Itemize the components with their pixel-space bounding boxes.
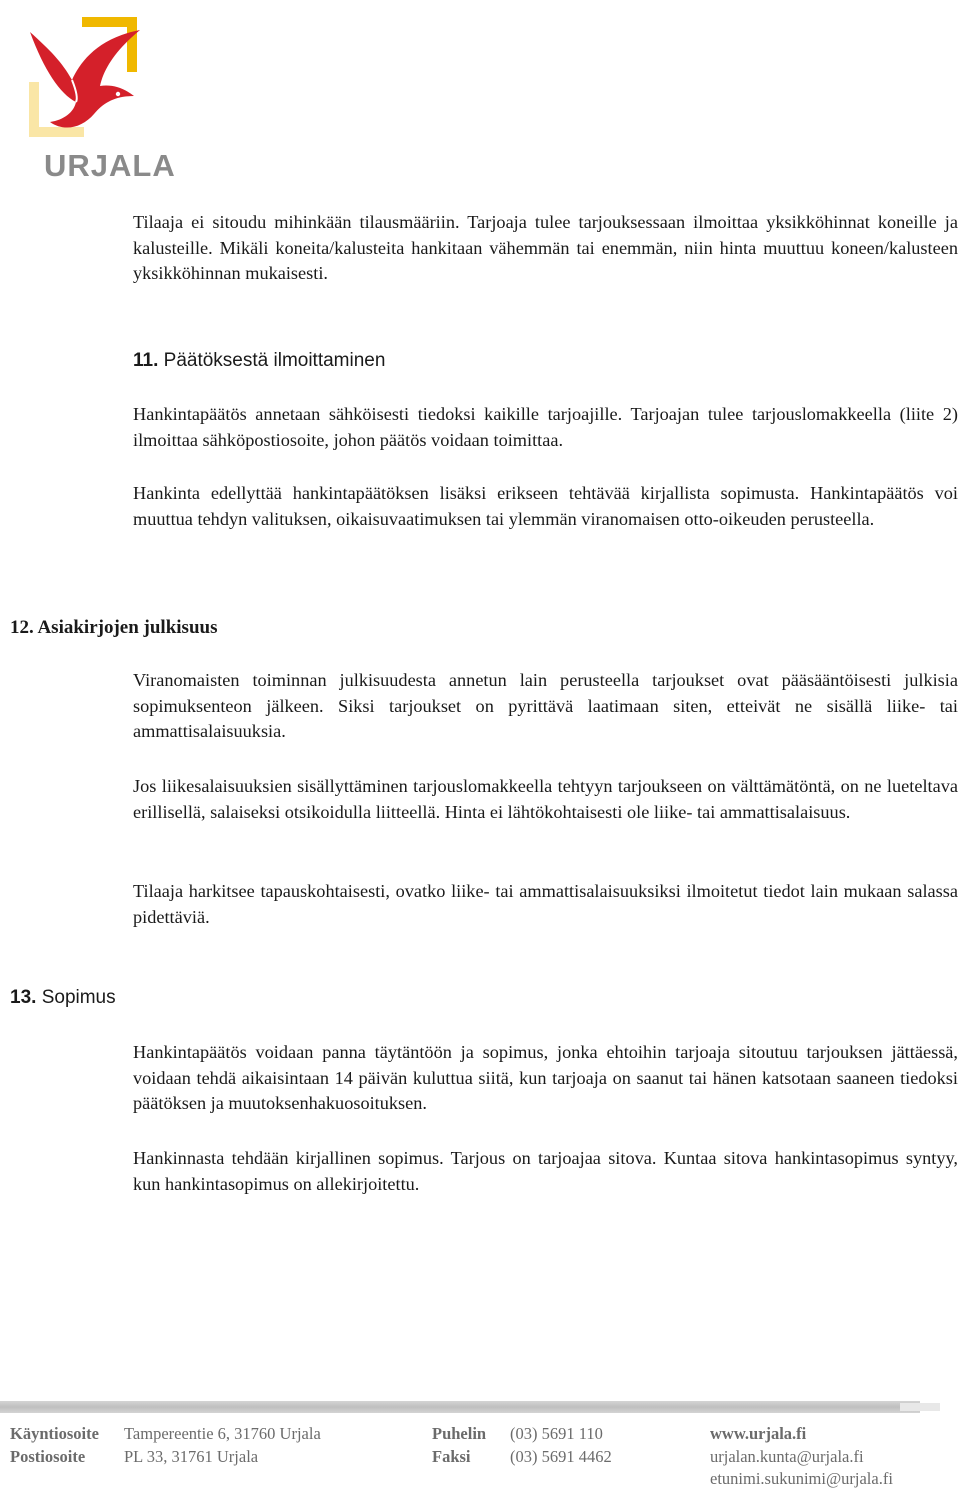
paragraph-decision-notice: Hankintapäätös annetaan sähköisesti tiedoksi kaikille tarjoajille. Tarjoajan tulee tarjouslomakkeella (liite 2) ilmoittaa sähköpostiosoite, johon päätös voidaan toimittaa. xyxy=(133,404,958,450)
section-number: 11. xyxy=(133,350,159,371)
footer-phone-number: (03) 5691 110 xyxy=(510,1424,603,1443)
urjala-logo xyxy=(20,10,176,183)
section-13-heading xyxy=(10,987,116,1009)
section-number: 12. xyxy=(10,617,34,638)
paragraph-written-contract: Hankinta edellyttää hankintapäätöksen lisäksi erikseen tehtävää kirjallista sopimusta. Hankintapäätös voi muuttua tehdyn valituksen, oikaisuvaatimuksen tai ylemmän viranomaisen otto-oikeuden perusteella. xyxy=(133,483,958,529)
paragraph-unit-prices: Tilaaja ei sitoudu mihinkään tilausmääriin. Tarjoaja tulee tarjouksessaan ilmoittaa yksikköhinnat koneille ja kalusteille. Mikäli koneita/kalusteita hankitaan vähemmän tai enemmän, niin hinta muuttuu koneen/kalusteen yksikköhinnan mukaisesti. xyxy=(133,212,958,283)
section-title: Asiakirjojen julkisuus xyxy=(37,617,218,638)
section-11-heading xyxy=(133,350,385,372)
paragraph-contract-binding: Hankinnasta tehdään kirjallinen sopimus. Tarjous on tarjoajaa sitova. Kuntaa sitova hankintasopimus syntyy, kun hankintasopimus on allekirjoitettu. xyxy=(133,1148,958,1194)
footer-post-label: Postiosoite xyxy=(10,1447,86,1466)
footer-fax-number: (03) 5691 4462 xyxy=(510,1447,612,1466)
paragraph-confidentiality: Tilaaja harkitsee tapauskohtaisesti, ovatko liike- tai ammattisalaisuuksiksi ilmoitetut tiedot lain mukaan salassa pidettäviä. xyxy=(133,881,958,927)
paragraph-trade-secrets: Jos liikesalaisuuksien sisällyttäminen tarjouslomakkeella tehtyyn tarjoukseen on välttämätöntä, on ne lueteltava erillisellä, salaiseksi otsikoidulla liitteellä. Hinta ei lähtökohtaisesti ole liike- tai ammattisalaisuus. xyxy=(133,776,958,822)
dove-emblem-icon xyxy=(20,10,160,145)
footer-visit-address: Tampereentie 6, 31760 Urjala xyxy=(124,1424,321,1443)
paragraph-enforcement: Hankintapäätös voidaan panna täytäntöön ja sopimus, jonka ehtoihin tarjoaja sitoutuu tarjouksen jättäessä, voidaan tehdä aikaisintaan 14 päivän kuluttua siitä, kun tarjoaja on saanut tai hänen katsotaan saaneen tiedoksi päätöksen ja muutoksenhakuosoituksen. xyxy=(133,1042,958,1113)
section-title: Päätöksestä ilmoittaminen xyxy=(163,350,386,371)
footer-post-address: PL 33, 31761 Urjala xyxy=(124,1447,259,1466)
section-title: Sopimus xyxy=(41,987,116,1008)
paragraph-publicity: Viranomaisten toiminnan julkisuudesta annetun lain perusteella tarjoukset ovat pääsääntöisesti julkisia sopimuksenteon jälkeen. Siksi tarjoukset on pyrittävä laatimaan siten, etteivät ne sisällä liike- tai ammattisalaisuuksia. xyxy=(133,670,958,741)
footer-divider xyxy=(0,1401,920,1413)
logo-wordmark: URJALA xyxy=(44,148,176,183)
section-12-heading xyxy=(10,617,217,639)
section-number: 13. xyxy=(10,987,37,1008)
footer-phone-label: Puhelin xyxy=(432,1424,487,1443)
footer-fax-label: Faksi xyxy=(432,1447,471,1466)
footer-email-personal[interactable]: etunimi.sukunimi@urjala.fi xyxy=(710,1469,893,1488)
footer-email-municipality[interactable]: urjalan.kunta@urjala.fi xyxy=(710,1447,864,1466)
footer-website-link[interactable]: www.urjala.fi xyxy=(710,1424,807,1443)
footer-visit-label: Käyntiosoite xyxy=(10,1424,99,1443)
